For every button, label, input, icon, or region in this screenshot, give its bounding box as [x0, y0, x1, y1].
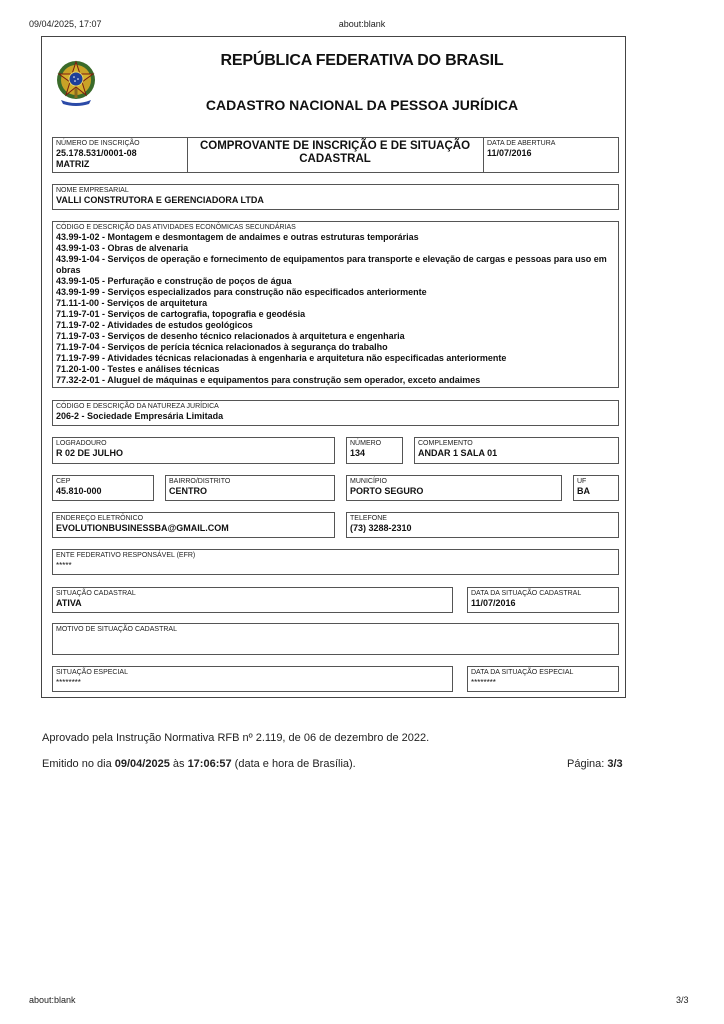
data-situacao-cadastral-value: 11/07/2016: [471, 598, 516, 608]
atividade-item: 71.19-7-03 - Serviços de desenho técnico relacionados à arquitetura e engenharia: [56, 331, 405, 341]
cep-field: [52, 475, 154, 501]
numero-inscricao-field: [52, 137, 188, 173]
natureza-juridica-field: [52, 400, 619, 426]
atividade-item: 71.19-7-01 - Serviços de cartografia, topografia e geodésia: [56, 309, 306, 319]
logradouro-field: [52, 437, 335, 464]
print-footer-url: about:blank: [29, 995, 76, 1005]
efr-label: ENTE FEDERATIVO RESPONSÁVEL (EFR): [56, 552, 196, 559]
municipio-field: [346, 475, 562, 501]
telefone-field: [346, 512, 619, 538]
situacao-cadastral-value: ATIVA: [56, 598, 82, 608]
bairro-label: BAIRRO/DISTRITO: [169, 478, 231, 485]
atividade-item: 43.99-1-05 - Perfuração e construção de poços de água: [56, 276, 292, 286]
issued-prefix: Emitido no dia: [42, 758, 115, 770]
page-value: 3/3: [607, 758, 623, 770]
data-situacao-especial-field: [467, 666, 619, 692]
atividade-item: 71.20-1-00 - Testes e análises técnicas: [56, 364, 220, 374]
atividade-item: 43.99-1-99 - Serviços especializados para construção não especificados anteriormente: [56, 287, 427, 297]
issued-suffix: (data e hora de Brasília).: [231, 758, 356, 770]
data-abertura-value: 11/07/2016: [487, 148, 532, 158]
atividade-item: 77.32-2-01 - Aluguel de máquinas e equipamentos para construção sem operador, exceto andaimes: [56, 375, 481, 385]
atividade-item: 71.19-7-02 - Atividades de estudos geológicos: [56, 320, 253, 330]
data-situacao-cadastral-field: [467, 587, 619, 613]
certificate-title: COMPROVANTE DE INSCRIÇÃO E DE SITUAÇÃO CADASTRAL: [199, 140, 471, 165]
atividade-item: 43.99-1-04 - Serviços de operação e fornecimento de equipamentos para transporte e elevação de cargas e pessoas para uso em obras: [56, 254, 607, 275]
numero-inscricao-value: 25.178.531/0001-08: [56, 148, 137, 158]
data-abertura-label: DATA DE ABERTURA: [487, 140, 556, 147]
logradouro-value: R 02 DE JULHO: [56, 448, 124, 458]
cep-value: 45.810-000: [56, 486, 102, 496]
email-label: ENDEREÇO ELETRÔNICO: [56, 515, 144, 522]
print-header-datetime: 09/04/2025, 17:07: [29, 19, 102, 29]
bairro-field: [165, 475, 335, 501]
atividade-item: 43.99-1-03 - Obras de alvenaria: [56, 243, 189, 253]
numero-inscricao-label: NÚMERO DE INSCRIÇÃO: [56, 140, 140, 147]
telefone-value: (73) 3288-2310: [350, 523, 412, 533]
atividade-item: 43.99-1-02 - Montagem e desmontagem de andaimes e outras estruturas temporárias: [56, 232, 419, 242]
bairro-value: CENTRO: [169, 486, 207, 496]
atividades-secundarias-label: CÓDIGO E DESCRIÇÃO DAS ATIVIDADES ECONÔMICAS SECUNDÁRIAS: [56, 224, 296, 231]
page-label: Página:: [567, 758, 608, 770]
motivo-situacao-label: MOTIVO DE SITUAÇÃO CADASTRAL: [56, 626, 177, 633]
natureza-juridica-label: CÓDIGO E DESCRIÇÃO DA NATUREZA JURÍDICA: [56, 403, 219, 410]
atividade-item: 71.19-7-99 - Atividades técnicas relacionadas à engenharia e arquitetura não especificadas anteriormente: [56, 353, 507, 363]
nome-empresarial-field: [52, 184, 619, 210]
efr-field: [52, 549, 619, 575]
complemento-label: COMPLEMENTO: [418, 440, 473, 447]
data-situacao-especial-value: ********: [471, 678, 496, 687]
motivo-situacao-field: [52, 623, 619, 655]
municipio-label: MUNICÍPIO: [350, 478, 387, 485]
print-footer-page: 3/3: [676, 995, 689, 1005]
issued-time: 17:06:57: [187, 758, 232, 770]
uf-field: [573, 475, 619, 501]
print-header-url: about:blank: [338, 19, 386, 29]
document-title: REPÚBLICA FEDERATIVA DO BRASIL: [220, 52, 504, 69]
numero-field: [346, 437, 403, 464]
tipo-estabelecimento-value: MATRIZ: [56, 159, 90, 169]
natureza-juridica-value: 206-2 - Sociedade Empresária Limitada: [56, 411, 224, 421]
nome-empresarial-value: VALLI CONSTRUTORA E GERENCIADORA LTDA: [56, 195, 264, 205]
issued-date: 09/04/2025: [114, 758, 170, 770]
telefone-label: TELEFONE: [350, 515, 387, 522]
atividades-secundarias-field: [52, 221, 619, 388]
page-indicator: [567, 758, 623, 770]
nome-empresarial-label: NOME EMPRESARIAL: [56, 187, 129, 194]
email-value: EVOLUTIONBUSINESSBA@GMAIL.COM: [56, 523, 229, 533]
numero-label: NÚMERO: [350, 440, 382, 447]
situacao-especial-value: ********: [56, 678, 81, 687]
atividade-item: 71.11-1-00 - Serviços de arquitetura: [56, 298, 208, 308]
situacao-cadastral-label: SITUAÇÃO CADASTRAL: [56, 590, 136, 597]
municipio-value: PORTO SEGURO: [350, 486, 424, 496]
cep-label: CEP: [56, 478, 71, 485]
approval-note: Aprovado pela Instrução Normativa RFB nº 2.119, de 06 de dezembro de 2022.: [42, 732, 430, 744]
uf-value: BA: [577, 486, 590, 496]
data-abertura-field: [483, 137, 619, 173]
situacao-especial-label: SITUAÇÃO ESPECIAL: [56, 669, 128, 676]
document-subtitle: CADASTRO NACIONAL DA PESSOA JURÍDICA: [205, 97, 519, 113]
efr-value: *****: [56, 561, 72, 570]
complemento-field: [414, 437, 619, 464]
data-situacao-cadastral-label: DATA DA SITUAÇÃO CADASTRAL: [471, 590, 582, 597]
situacao-especial-field: [52, 666, 453, 692]
numero-value: 134: [350, 448, 366, 458]
data-situacao-especial-label: DATA DA SITUAÇÃO ESPECIAL: [471, 669, 574, 676]
uf-label: UF: [577, 478, 587, 485]
complemento-value: ANDAR 1 SALA 01: [418, 448, 498, 458]
issued-mid: às: [169, 758, 188, 770]
situacao-cadastral-field: [52, 587, 453, 613]
logradouro-label: LOGRADOURO: [56, 440, 107, 447]
issued-line: [42, 758, 356, 770]
atividade-item: 71.19-7-04 - Serviços de perícia técnica relacionados à segurança do trabalho: [56, 342, 388, 352]
email-field: [52, 512, 335, 538]
